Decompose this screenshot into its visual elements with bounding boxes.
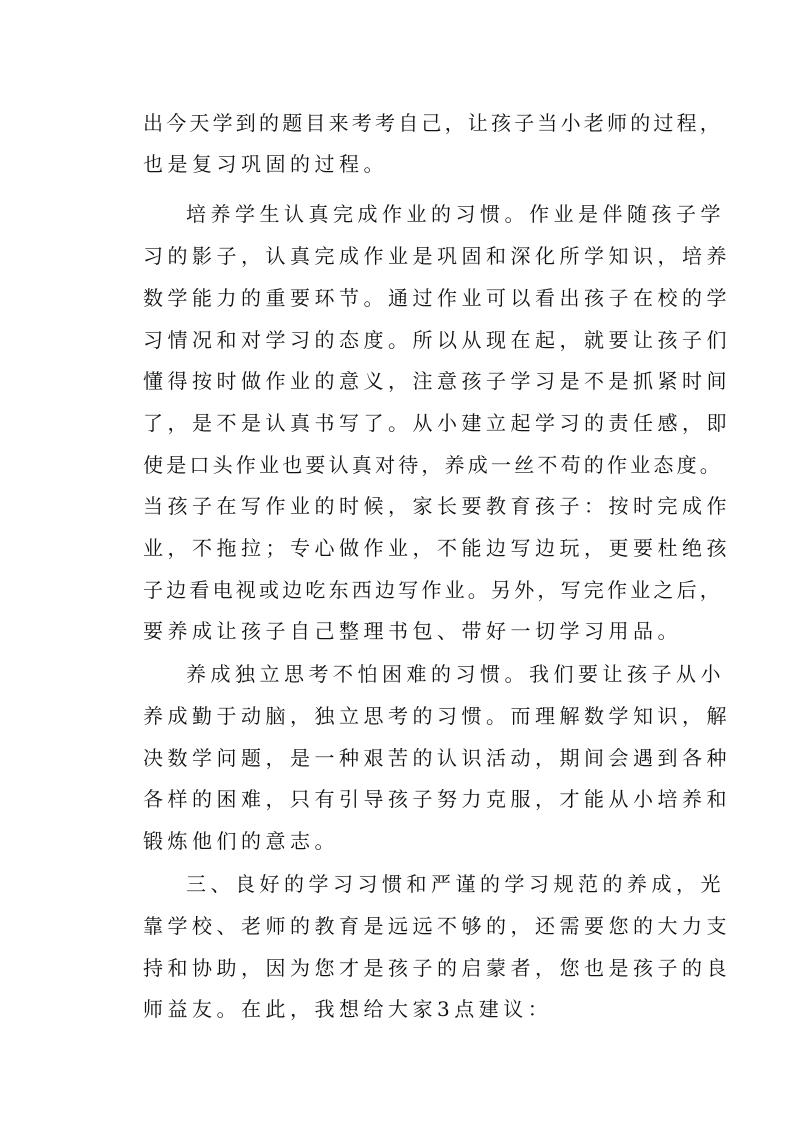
text-line-17: 各样的困难，只有引导孩子努力克服，才能从小培养和	[143, 787, 731, 811]
text-line-1: 出今天学到的题目来考考自己，让孩子当小老师的过程，	[143, 111, 723, 135]
text-line-12: 子边看电视或边吃东西边写作业。另外，写完作业之后，	[143, 578, 723, 602]
text-line-10: 当孩子在写作业的时候，家长要教育孩子：按时完成作	[143, 494, 731, 518]
text-line-22: 师益友。在此，我想给大家3点建议：	[143, 997, 553, 1021]
text-line-2: 也是复习巩固的过程。	[143, 152, 388, 176]
text-line-11: 业，不拖拉；专心做作业，不能边写边玩，更要杜绝孩	[143, 536, 731, 560]
text-line-7: 懂得按时做作业的意义，注意孩子学习是不是抓紧时间	[143, 369, 731, 393]
text-line-16: 决数学问题，是一种艰苦的认识活动，期间会遇到各种	[143, 746, 731, 770]
text-line-21: 持和协助，因为您才是孩子的启蒙者，您也是孩子的良	[143, 956, 731, 980]
text-line-5: 数学能力的重要环节。通过作业可以看出孩子在校的学	[143, 286, 731, 310]
text-line-20: 靠学校、老师的教育是远远不够的，还需要您的大力支	[143, 914, 731, 938]
text-line-13: 要养成让孩子自己整理书包、带好一切学习用品。	[143, 619, 682, 643]
text-line-15: 养成勤于动脑，独立思考的习惯。而理解数学知识，解	[143, 704, 731, 728]
text-line-4: 习的影子，认真完成作业是巩固和深化所学知识，培养	[143, 244, 731, 268]
text-line-8: 了，是不是认真书写了。从小建立起学习的责任感，即	[143, 411, 731, 435]
text-line-9: 使是口头作业也要认真对待，养成一丝不苟的作业态度。	[143, 453, 723, 477]
text-line-6: 习情况和对学习的态度。所以从现在起，就要让孩子们	[143, 328, 731, 352]
text-line-14: 养成独立思考不怕困难的习惯。我们要让孩子从小	[186, 662, 725, 686]
text-line-19: 三、良好的学习习惯和严谨的学习规范的养成，光	[186, 872, 725, 896]
text-line-18: 锻炼他们的意志。	[143, 829, 339, 853]
text-line-3: 培养学生认真完成作业的习惯。作业是伴随孩子学	[186, 202, 725, 226]
